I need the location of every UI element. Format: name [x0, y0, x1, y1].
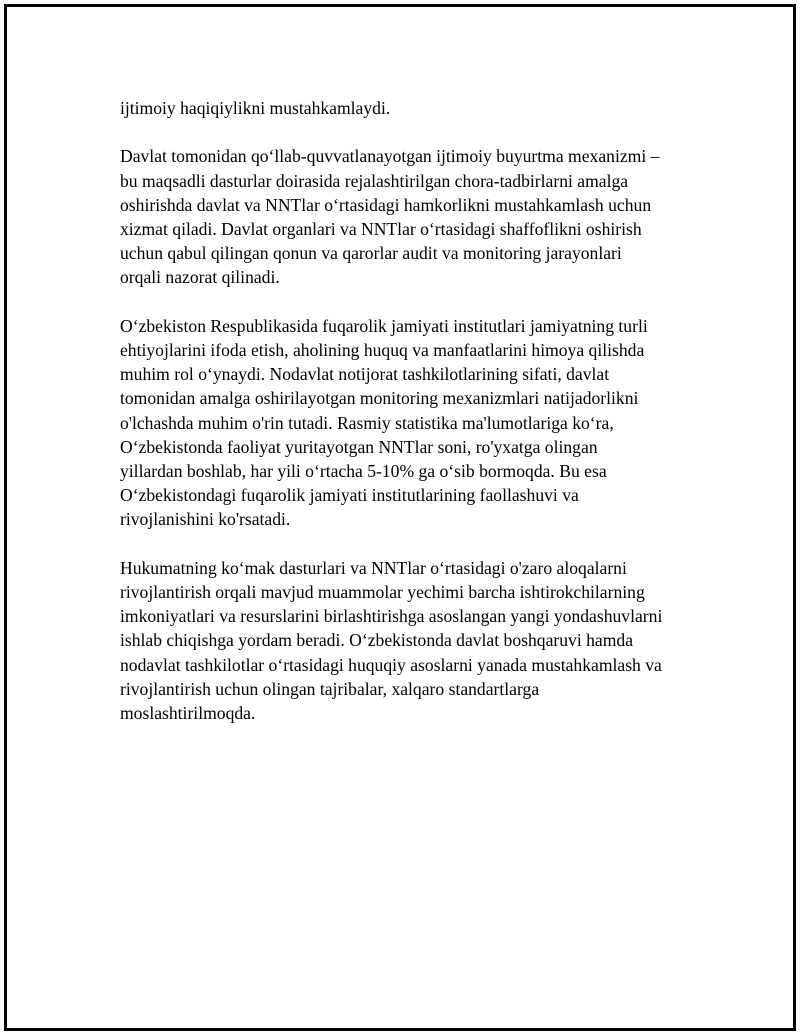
text-line: O‘zbekiston Respublikasida fuqarolik jamiyati institutlari jamiyatning turli [120, 315, 648, 336]
text-line: imkoniyatlari va resurslarini birlashtirishga asoslangan yangi yondashuvlarni [120, 606, 663, 627]
paragraph-3 [120, 314, 720, 532]
text-line: xizmat qiladi. Davlat organlari va NNTlar o‘rtasidagi shaffoflikni oshirish [120, 219, 642, 239]
text-line: ehtiyojlarini ifoda etish, aholining huquq va manfaatlarini himoya qilishda [120, 340, 645, 360]
paragraph-1 [120, 96, 720, 120]
document-body [120, 96, 720, 749]
text-line: nodavlat tashkilotlar o‘rtasidagi huquqiy asoslarni yanada mustahkamlash va [120, 654, 662, 675]
text-line: Davlat tomonidan qo‘llab-quvvatlanayotgan ijtimoiy buyurtma mexanizmi – [120, 146, 660, 167]
text-line: ishlab chiqishga yordam beradi. O‘zbekistonda davlat boshqaruvi hamda [120, 630, 634, 651]
text-line: oshirishda davlat va NNTlar o‘rtasidagi hamkorlikni mustahkamlash uchun [120, 194, 652, 215]
text-line: O‘zbekistonda faoliyat yuritayotgan NNTlar soni, ro'yxatga olingan [120, 436, 598, 457]
paragraph-4 [120, 556, 720, 725]
text-line: yillardan boshlab, har yili o‘rtacha 5-10% ga o‘sib bormoqda. Bu esa [120, 461, 607, 482]
text-line: bu maqsadli dasturlar doirasida rejalashtirilgan chora-tadbirlarni amalga [120, 170, 629, 191]
text-line: uchun qabul qilingan qonun va qarorlar audit va monitoring jarayonlari [120, 243, 622, 264]
text-line: rivojlantirish orqali mavjud muammolar yechimi barcha ishtirokchilarning [120, 582, 645, 603]
text-line: Hukumatning ko‘mak dasturlari va NNTlar o‘rtasidagi o'zaro aloqalarni [120, 557, 627, 578]
text-line: muhim rol o‘ynaydi. Nodavlat notijorat tashkilotlarining sifati, davlat [120, 364, 610, 385]
paragraph-2 [120, 144, 720, 289]
document-page [4, 4, 796, 1031]
text-line: orqali nazorat qilinadi. [120, 267, 280, 288]
text-line: moslashtirilmoqda. [120, 703, 256, 724]
text-line: O‘zbekistondagi fuqarolik jamiyati institutlarining faollashuvi va [120, 485, 579, 506]
text-line: tomonidan amalga oshirilayotgan monitoring mexanizmlari natijadorlikni [120, 388, 639, 409]
text-line: rivojlanishini ko'rsatadi. [120, 509, 291, 530]
text-line: rivojlantirish uchun olingan tajribalar, xalqaro standartlarga [120, 678, 540, 699]
text-line: o'lchashda muhim o'rin tutadi. Rasmiy statistika ma'lumotlariga ko‘ra, [120, 412, 614, 433]
text-line: ijtimoiy haqiqiylikni mustahkamlaydi. [120, 98, 391, 118]
